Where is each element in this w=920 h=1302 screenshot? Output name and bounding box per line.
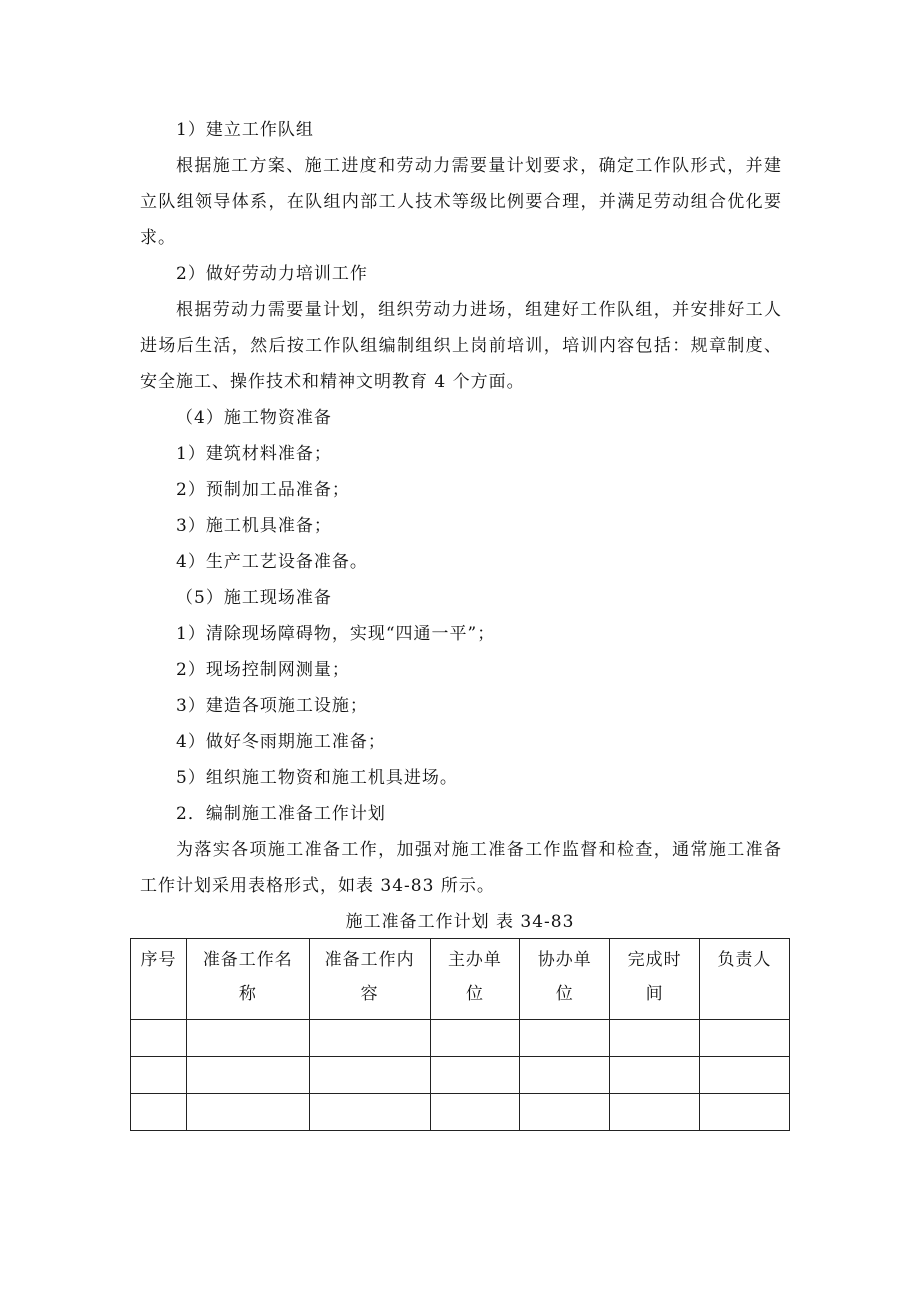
table-cell: [430, 1020, 520, 1057]
list-item: 3）建造各项施工设施；: [176, 696, 368, 716]
list-item: 2）预制加工品准备；: [176, 480, 350, 500]
table-cell: [309, 1057, 430, 1094]
paragraph-line: 进场后生活，然后按工作队组编制组织上岗前培训，培训内容包括：规章制度、: [140, 336, 782, 356]
list-item: 1）清除现场障碍物，实现“四通一平”；: [176, 624, 496, 644]
header-owner: 负责人: [700, 939, 790, 1020]
heading-materials: （4）施工物资准备: [176, 408, 332, 428]
table-cell: [309, 1020, 430, 1057]
header-assist-unit: 协办单 位: [520, 939, 610, 1020]
table-caption: 施工准备工作计划 表 34-83: [345, 912, 575, 932]
table-cell: [131, 1057, 187, 1094]
table-cell: [186, 1020, 309, 1057]
table-cell: [131, 1020, 187, 1057]
heading-site: （5）施工现场准备: [176, 588, 332, 608]
heading-build-team: 1）建立工作队组: [176, 120, 314, 140]
list-item: 4）生产工艺设备准备。: [176, 552, 368, 572]
paragraph-line: 根据劳动力需要量计划，组织劳动力进场，组建好工作队组，并安排好工人: [176, 300, 782, 320]
table-cell: [610, 1020, 700, 1057]
table-cell: [700, 1057, 790, 1094]
paragraph-line: 根据施工方案、施工进度和劳动力需要量计划要求，确定工作队形式，并建: [176, 156, 782, 176]
list-item: 2）现场控制网测量；: [176, 660, 350, 680]
heading-training: 2）做好劳动力培训工作: [176, 264, 368, 284]
table-cell: [700, 1094, 790, 1131]
list-item: 5）组织施工物资和施工机具进场。: [176, 768, 458, 788]
list-item: 1）建筑材料准备；: [176, 444, 332, 464]
table-row: [131, 1057, 790, 1094]
plan-table: [130, 938, 790, 1131]
header-index: 序号: [131, 939, 187, 1020]
table-cell: [131, 1094, 187, 1131]
table-header-row: [131, 939, 790, 1020]
paragraph-line: 求。: [140, 228, 176, 248]
table-cell: [520, 1020, 610, 1057]
table-cell: [430, 1094, 520, 1131]
table-cell: [700, 1020, 790, 1057]
paragraph-line: 安全施工、操作技术和精神文明教育 4 个方面。: [140, 372, 525, 392]
paragraph-line: 立队组领导体系，在队组内部工人技术等级比例要合理，并满足劳动组合优化要: [140, 192, 782, 212]
table-row: [131, 1020, 790, 1057]
header-lead-unit: 主办单 位: [430, 939, 520, 1020]
table-row: [131, 1094, 790, 1131]
header-task-content: 准备工作内 容: [309, 939, 430, 1020]
table-cell: [610, 1094, 700, 1131]
table-cell: [430, 1057, 520, 1094]
table-cell: [520, 1094, 610, 1131]
paragraph-line: 为落实各项施工准备工作，加强对施工准备工作监督和检查，通常施工准备: [176, 840, 782, 860]
table-cell: [610, 1057, 700, 1094]
heading-plan: 2．编制施工准备工作计划: [176, 804, 386, 824]
table-cell: [520, 1057, 610, 1094]
list-item: 4）做好冬雨期施工准备；: [176, 732, 386, 752]
header-task-name: 准备工作名 称: [186, 939, 309, 1020]
header-completion-time: 完成时 间: [610, 939, 700, 1020]
table-cell: [309, 1094, 430, 1131]
paragraph-line: 工作计划采用表格形式，如表 34-83 所示。: [140, 876, 495, 896]
table-cell: [186, 1057, 309, 1094]
list-item: 3）施工机具准备；: [176, 516, 332, 536]
table-cell: [186, 1094, 309, 1131]
